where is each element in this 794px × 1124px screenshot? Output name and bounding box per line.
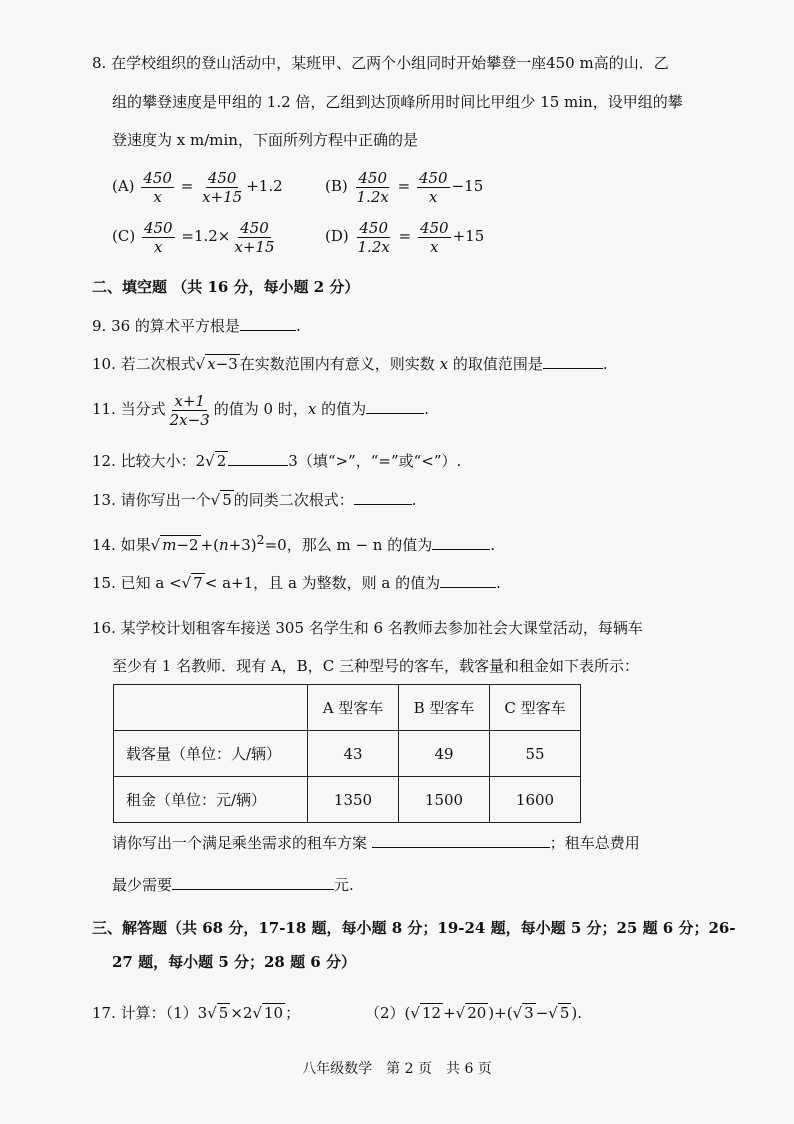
table-header-cell [114, 685, 308, 731]
table-row [114, 731, 581, 777]
fraction: $\frac{450}{x+15}$ [202, 168, 243, 206]
q11: 11. 当分式 $\frac{x+1}{2x-3}$ 的值为 0 时，x 的值为 . [92, 391, 429, 429]
q16-line2: 至少有 1 名教师．现有 A，B，C 三种型号的客车，载客量和租金如下表所示： [112, 657, 639, 675]
q8-line2: 组的攀登速度是甲组的 1.2 倍，乙组到达顶峰所用时间比甲组少 15 min，设甲组的攀 [112, 93, 683, 111]
fraction: $\frac{450}{1.2x}$ [357, 218, 390, 256]
sqrt-expression: √ 7 [181, 574, 203, 592]
q10: 10. 若二次根式√ x−3 在实数范围内有意义，则实数 x 的取值范围是 . [92, 352, 608, 375]
sqrt-expression: √ 2 [205, 452, 227, 470]
fraction: $\frac{450}{1.2x}$ [356, 168, 389, 206]
sqrt-expression: √ 20 [455, 1004, 487, 1022]
table-header-cell: C 型客车 [490, 685, 581, 731]
sqrt-expression: √ m−2 [150, 536, 199, 554]
q8-option-b: (B) $\frac{450}{1.2x}$ = $\frac{450}{x}$ −15 [325, 168, 484, 206]
table-cell: 租金（单位：元/辆） [114, 777, 308, 823]
fraction: $\frac{450}{x}$ [143, 168, 172, 206]
sqrt-expression: √ 5 [207, 1004, 229, 1022]
answer-blank[interactable] [543, 352, 603, 369]
q17-part2: （2）(√ 12 +√ 20 )+(√ 3 −√ 5 ). [365, 1004, 582, 1022]
table-cell: 1500 [399, 777, 490, 823]
answer-blank[interactable] [228, 449, 288, 466]
q8-option-a: (A) $\frac{450}{x}$ = $\frac{450}{x+15}$ +1.2 [112, 168, 283, 206]
table-cell: 1350 [308, 777, 399, 823]
table-cell: 49 [399, 731, 490, 777]
q8-line3: 登速度为 x m/min，下面所列方程中正确的是 [112, 131, 418, 149]
answer-blank[interactable] [372, 831, 550, 848]
q16-ask1: 请你写出一个满足乘坐需求的租车方案 ；租车总费用 [112, 831, 640, 854]
fraction: $\frac{x+1}{2x-3}$ [169, 391, 210, 429]
q8-line1: 8. 在学校组织的登山活动中，某班甲、乙两个小组同时开始攀登一座450 m高的山．乙 [92, 54, 669, 72]
table-cell: 55 [490, 731, 581, 777]
q9: 9. 36 的算术平方根是 . [92, 314, 301, 337]
section2-title: 二、填空题 （共 16 分，每小题 2 分） [92, 278, 360, 296]
table-cell: 1600 [490, 777, 581, 823]
sqrt-expression: √ x−3 [195, 355, 238, 373]
q13: 13. 请你写出一个√ 5 的同类二次根式： . [92, 488, 417, 511]
sqrt-expression: √ 10 [252, 1004, 284, 1022]
q17-part1: 17. 计算：（1）3√ 5 ×2√ 10 ； [92, 1004, 301, 1022]
answer-blank[interactable] [172, 873, 334, 890]
q8-option-d: (D) $\frac{450}{1.2x}$ = $\frac{450}{x}$ +15 [325, 218, 485, 256]
sqrt-expression: √ 3 [512, 1004, 534, 1022]
bus-rental-table [113, 684, 581, 823]
q12: 12. 比较大小：2√ 2 3（填“>”，“=”或“<”）. [92, 449, 461, 472]
table-cell: 43 [308, 731, 399, 777]
q8-option-c: (C) $\frac{450}{x}$ =1.2× $\frac{450}{x+15}$ [112, 218, 275, 256]
answer-blank[interactable] [432, 533, 490, 550]
section3-title-cont: 27 题，每小题 5 分；28 题 6 分） [112, 953, 356, 971]
table-header-cell: A 型客车 [308, 685, 399, 731]
page-footer: 八年级数学 第 2 页 共 6 页 [302, 1061, 492, 1077]
table-header-cell: B 型客车 [399, 685, 490, 731]
fraction: $\frac{450}{x+15}$ [234, 218, 275, 256]
q14: 14. 如果√ $m-2 +(n+3)^2=0$，那么 m − n 的值为 . [92, 532, 495, 554]
answer-blank[interactable] [440, 571, 496, 588]
table-header-row [114, 685, 581, 731]
sqrt-expression: √ 5 [210, 491, 232, 509]
q16-line1: 16. 某学校计划租客车接送 305 名学生和 6 名教师去参加社会大课堂活动，每辆车 [92, 619, 643, 637]
sqrt-expression: √ 5 [548, 1004, 570, 1022]
fraction: $\frac{450}{x}$ [419, 218, 449, 256]
sqrt-expression: √ 12 [410, 1004, 442, 1022]
fraction: $\frac{450}{x}$ [143, 218, 173, 256]
fraction: $\frac{450}{x}$ [418, 168, 448, 206]
table-row [114, 777, 581, 823]
answer-blank[interactable] [366, 397, 424, 414]
answer-blank[interactable] [240, 314, 296, 331]
section3-title: 三、解答题（共 68 分，17-18 题，每小题 8 分；19-24 题，每小题 5 分；25 题 6 分；26- [92, 919, 736, 937]
q15: 15. 已知 a <√ 7 < a+1，且 a 为整数，则 a 的值为 . [92, 571, 501, 594]
answer-blank[interactable] [354, 488, 412, 505]
table-cell: 载客量（单位：人/辆） [114, 731, 308, 777]
q16-ask2: 最少需要 元. [112, 873, 354, 896]
